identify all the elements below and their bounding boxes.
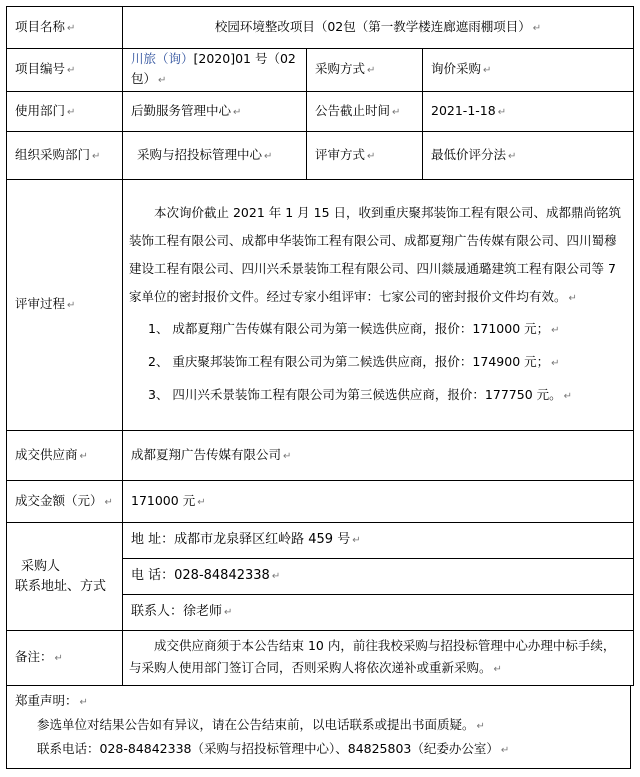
deadline-label: 公告截止时间 ↵ — [307, 92, 423, 132]
row-remark — [7, 631, 634, 686]
candidate-item-3: 3、 四川兴禾景装饰工程有限公司为第三候选供应商，报价：177750 元。 ↵ — [148, 386, 573, 402]
method-value: 询价采购 ↵ — [423, 49, 634, 92]
department-value: 后勤服务管理中心 ↵ — [123, 92, 307, 132]
announcement-document — [6, 6, 633, 769]
review-process-label: 评审过程 ↵ — [7, 180, 123, 431]
purchaser-address: 地 址：成都市龙泉驿区红岭路 459 号 ↵ — [123, 523, 634, 559]
row-project-name — [7, 7, 634, 49]
statement-title: 郑重声明： ↵ — [15, 693, 88, 708]
department-label: 使用部门 ↵ — [7, 92, 123, 132]
row-review-process — [7, 180, 634, 431]
supplier-value: 成都夏翔广告传媒有限公司 ↵ — [123, 431, 634, 481]
candidate-item-2: 2、 重庆聚邦装饰工程有限公司为第二候选供应商，报价：174900 元； ↵ — [148, 353, 560, 369]
supplier-label: 成交供应商 ↵ — [7, 431, 123, 481]
row-organizer — [7, 132, 634, 180]
statement-line-2: 联系电话：028-84842338（采购与招投标管理中心）、84825803（纪委办公室） ↵ — [37, 741, 510, 756]
review-paragraph: 本次询价截止 2021 年 1 月 15 日，收到重庆聚邦装饰工程有限公司、成都鼎尚铭筑装饰工程有限公司、成都申华装饰工程有限公司、成都夏翔广告传媒有限公司、四川蜀穆建设工程有限公司、四川兴禾景装饰工程有限公司、四川燚晟通璐建筑工程有限公司等 7 家单位的密封报价文件。经过专家小组评审：七家公司的密封报价文件均有效。 ↵ — [129, 204, 622, 304]
row-supplier — [7, 431, 634, 481]
row-purchaser-address — [7, 523, 634, 559]
statement-line-1: 参选单位对结果公告如有异议，请在公告结束前，以电话联系或提出书面质疑。 ↵ — [37, 717, 485, 732]
review-process-content — [123, 180, 634, 431]
amount-label: 成交金额（元） ↵ — [7, 481, 123, 523]
solemn-statement — [6, 686, 631, 769]
deadline-value: 2021-1-18 ↵ — [423, 92, 634, 132]
announcement-table — [6, 6, 634, 686]
remark-value: 成交供应商须于本公告结束 10 内，前往我校采购与招投标管理中心办理中标手续，与采购人使用部门签订合同，否则采购人将依次递补或重新采购。 ↵ — [123, 631, 634, 686]
review-method-value: 最低价评分法 ↵ — [423, 132, 634, 180]
row-amount — [7, 481, 634, 523]
organizer-label: 组织采购部门 ↵ — [7, 132, 123, 180]
purchaser-label: 采购人 联系地址、方式 — [7, 523, 123, 631]
candidate-item-1: 1、 成都夏翔广告传媒有限公司为第一候选供应商，报价：171000 元； ↵ — [148, 320, 560, 336]
project-number-label: 项目编号 ↵ — [7, 49, 123, 92]
purchaser-contact: 联系人：徐老师 ↵ — [123, 595, 634, 631]
project-number-value: 川旅（询）[2020]01 号（02包） ↵ — [123, 49, 307, 92]
organizer-value: 采购与招投标管理中心 ↵ — [123, 132, 307, 180]
purchaser-phone: 电 话：028-84842338 ↵ — [123, 559, 634, 595]
review-method-label: 评审方式 ↵ — [307, 132, 423, 180]
amount-value: 171000 元 ↵ — [123, 481, 634, 523]
row-project-number — [7, 49, 634, 92]
method-label: 采购方式 ↵ — [307, 49, 423, 92]
project-name-value: 校园环境整改项目（02包（第一教学楼连廊遮雨棚项目） ↵ — [123, 7, 634, 49]
project-name-label: 项目名称 ↵ — [7, 7, 123, 49]
row-department — [7, 92, 634, 132]
remark-label: 备注： ↵ — [7, 631, 123, 686]
